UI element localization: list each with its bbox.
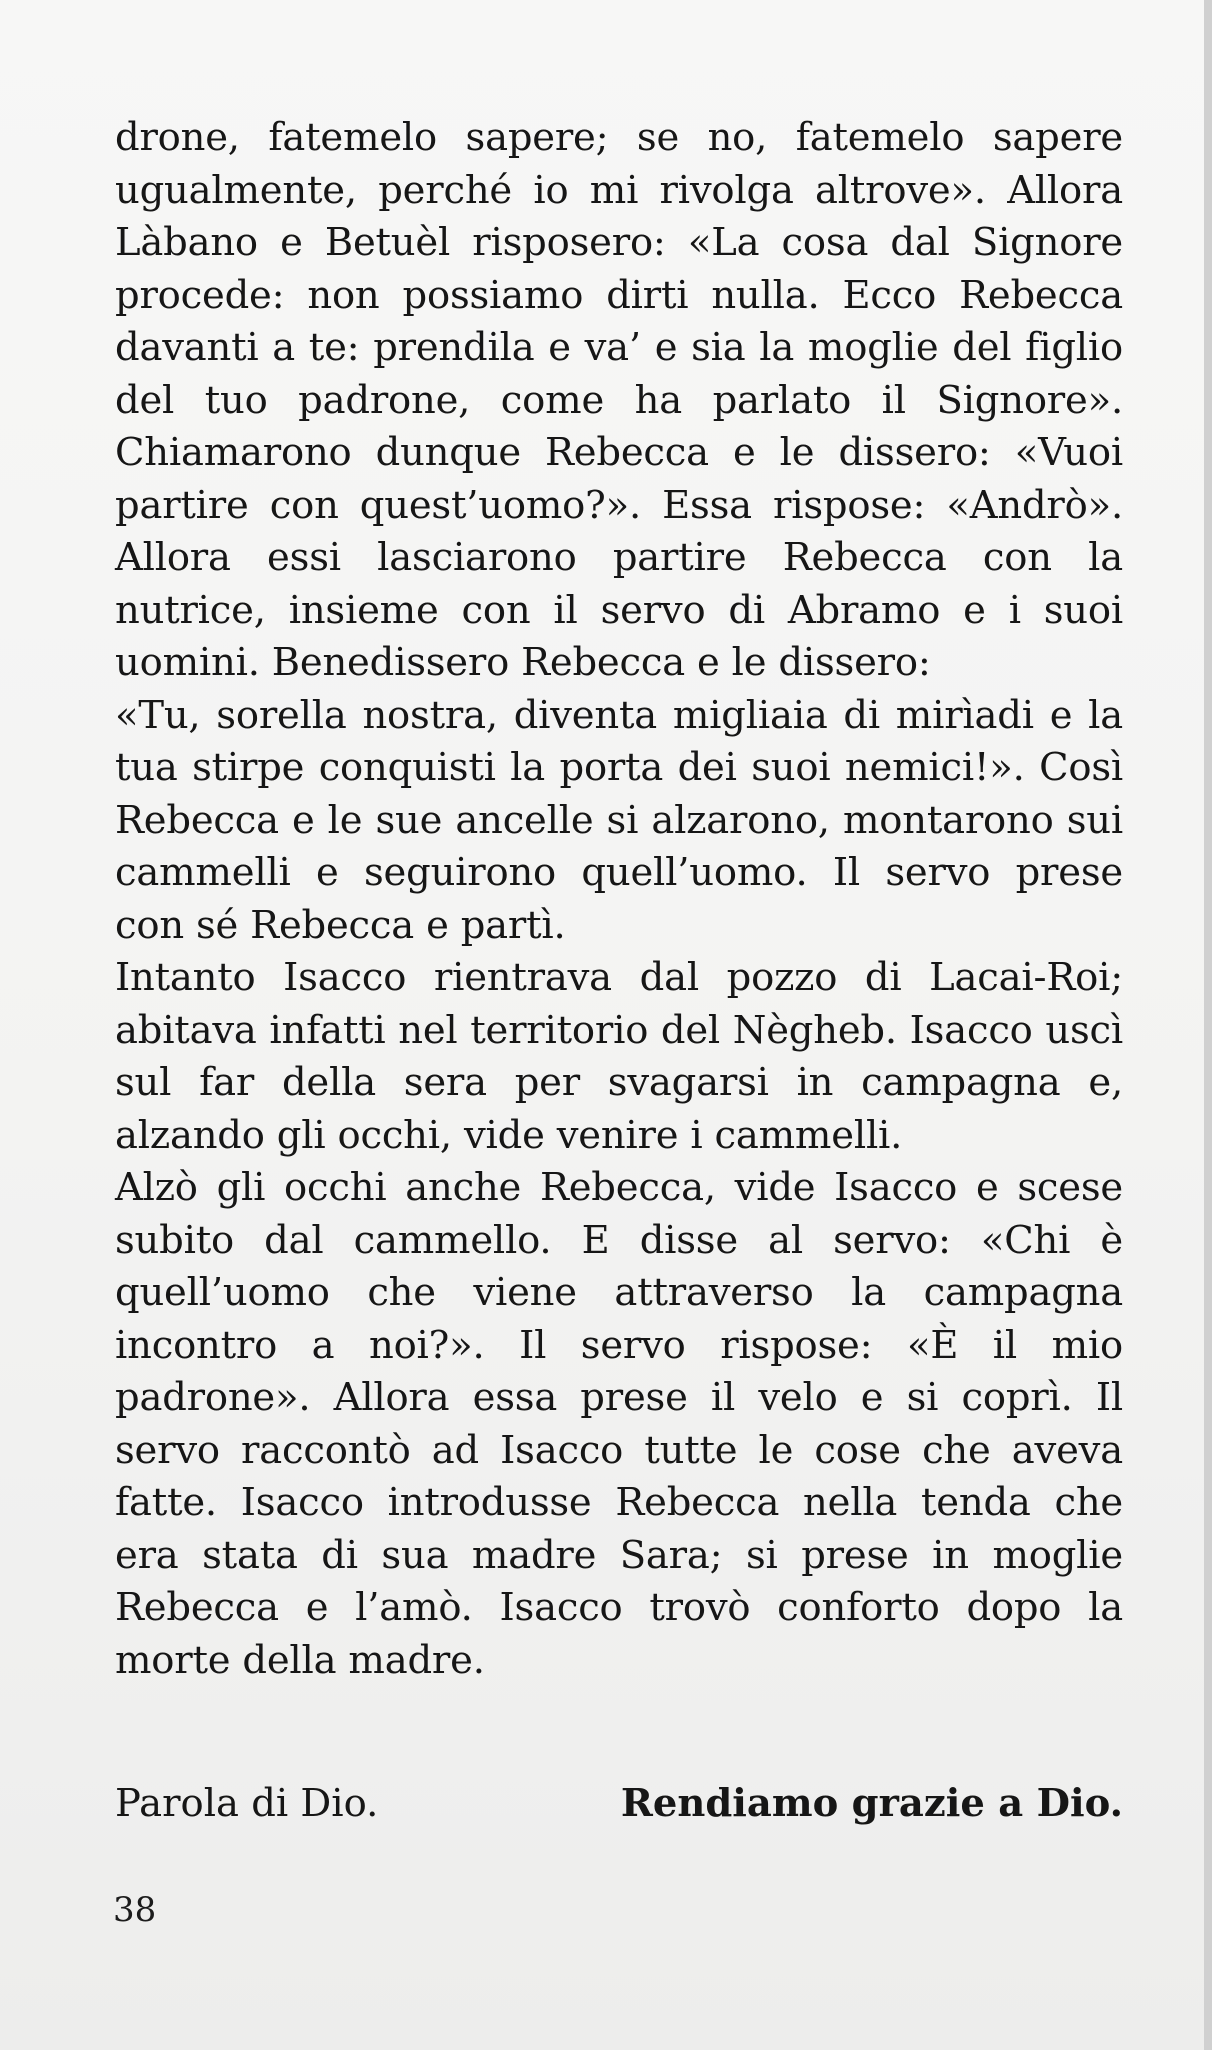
- page-number: 38: [113, 1890, 157, 1930]
- proclamation-text: Parola di Dio.: [115, 1781, 379, 1826]
- paragraph-3: Intanto Isacco rientrava dal pozzo di Lacai-Roi; abitava infatti nel territorio del Nègheb. Isacco uscì sul far della sera per svagarsi in campagna e, alzando gli occhi, vide venire i cammelli.: [115, 955, 1123, 1158]
- response-text: Rendiamo grazie a Dio.: [620, 1781, 1123, 1826]
- paragraph-2: «Tu, sorella nostra, diventa migliaia di mirìadi e la tua stirpe conquisti la porta dei suoi nemici!». Così Rebecca e le sue ancelle si alzarono, montarono sui cammelli e seguirono quell’uomo. Il servo prese con sé Rebecca e partì.: [115, 692, 1123, 948]
- paragraph-4: Alzò gli occhi anche Rebecca, vide Isacco e scese subito dal cammello. E disse al servo: «Chi è quell’uomo che viene attraverso la campagna incontro a noi?». Il servo rispose: «È il mio padrone». Allora essa prese il velo e si coprì. Il servo raccontò ad Isacco tutte le cose che aveva fatte. Isacco introdusse Rebecca nella tenda che era stata di sua madre Sara; si prese in moglie Rebecca e l’amò. Isacco trovò conforto dopo la morte della madre.: [115, 1165, 1123, 1683]
- paragraph-1: drone, fatemelo sapere; se no, fatemelo sapere ugualmente, perché io mi rivolga altrove». Allora Làbano e Betuèl risposero: «La cosa dal Signore procede: non possiamo dirti nulla. Ecco Rebecca davanti a te: prendila e va’ e sia la moglie del figlio del tuo padrone, come ha parlato il Signore». Chiamarono dunque Rebecca e le dissero: «Vuoi partire con quest’uomo?». Essa rispose: «Andrò». Allora essi lasciarono partire Rebecca con la nutrice, insieme con il servo di Abramo e i suoi uomini. Benedissero Rebecca e le dissero:: [115, 115, 1123, 685]
- liturgical-response: [115, 1778, 1123, 1830]
- reading-text: [115, 112, 1123, 1687]
